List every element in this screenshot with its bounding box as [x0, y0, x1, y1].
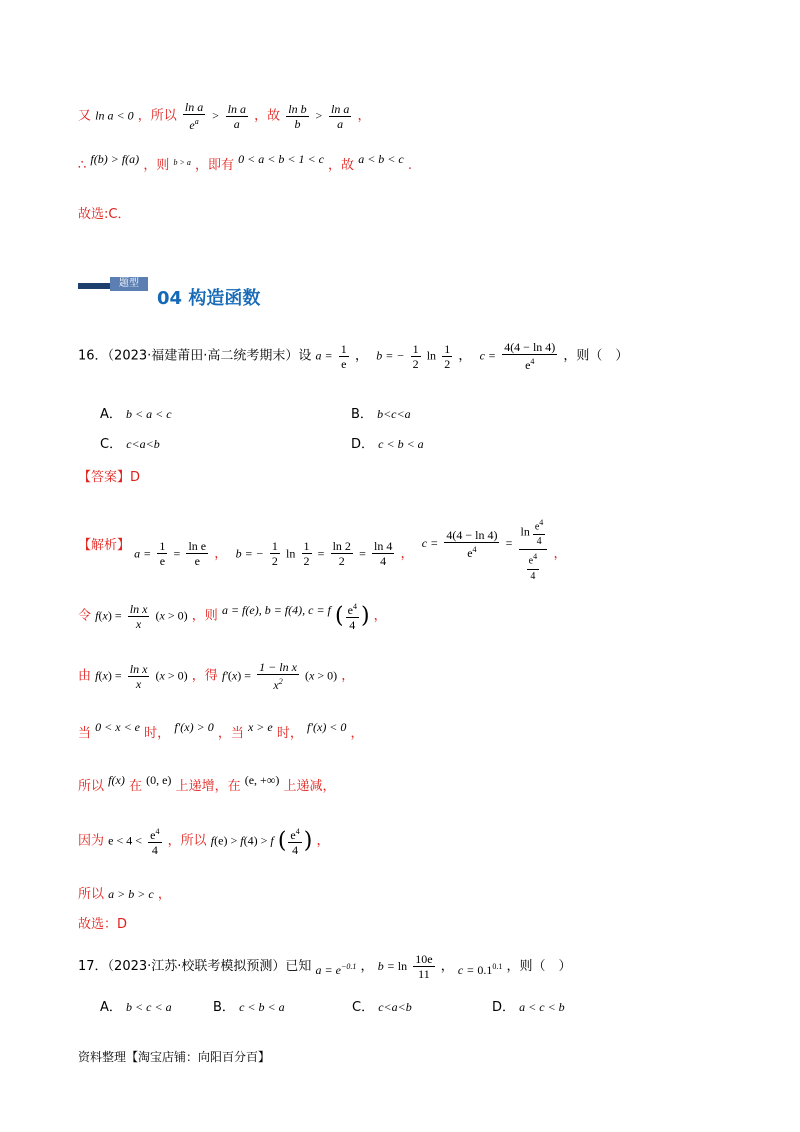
- banner-tag: 题型: [110, 277, 148, 291]
- math-ln-a-lt-0: ln a < 0: [95, 108, 134, 123]
- text-gu-2: ，故: [328, 158, 355, 173]
- analysis-ze: ，则: [191, 608, 218, 624]
- analysis-dang-2: ，当: [217, 726, 244, 741]
- analysis-de: ，得: [191, 668, 218, 684]
- frac-ln2-2: $\frac{\ln 2}{2}$: [332, 539, 351, 569]
- q16-option-c[interactable]: [100, 433, 160, 452]
- q17-option-c-label: C．: [352, 1000, 375, 1015]
- footer-text: 资料整理【淘宝店铺：向阳百分百】: [78, 1050, 271, 1064]
- frac-ln-e4-4-over: ln $\frac{e^4}{4}$ $\frac{e^4}{4}$: [519, 516, 548, 584]
- text-jiyou: ，即有: [195, 158, 235, 173]
- frac-1-2: $\frac{1}{2}$: [412, 341, 419, 371]
- analysis-line-3: 由 f(x) = $\frac{\text{ln x}}{x}$ (x > 0) ，得 f′(x) = $\frac{\text{1 − ln x}}{x^2}$ (x > 0) ，: [78, 660, 355, 692]
- frac-lna-a: $\frac{\text{ln a}}{a}$: [227, 101, 246, 131]
- q17-option-a[interactable]: [100, 996, 172, 1015]
- frac-lnx-x: $\frac{\text{ln x}}{x}$: [129, 601, 148, 631]
- q17-option-b-label: B．: [213, 1000, 235, 1015]
- analysis-line-6: 因为 e < 4 < $\frac{e^4}{4}$ ，所以 f(e) > f(4) > f ( $\frac{e^4}{4}$ ) ，: [78, 827, 330, 857]
- section-banner: [78, 277, 148, 291]
- analysis-line-1: 【解析】 a = $\frac{1}{e}$ = $\frac{\text{ln e}}{e}$ ， b = − $\frac{1}{2}$ ln $\frac{1}{2}$ = $\frac{\ln 2}{2}$ = $\frac{\ln 4}{4}$ ， c = $\frac{4(4 - \ln 4)}{e^4}$ = ln $\frac{e^4}{4}$ $\frac{e^4}{4}$ ，: [78, 518, 567, 582]
- analysis-comma-7: ，: [157, 887, 171, 902]
- text-suoyi: ，所以: [137, 108, 177, 124]
- analysis-yinwei: 因为: [78, 833, 105, 849]
- q17-sep-1: ，: [360, 959, 374, 974]
- q17-option-d[interactable]: [492, 996, 565, 1015]
- q17-option-c[interactable]: [352, 996, 412, 1015]
- answer-label: 【答案】D: [78, 470, 141, 485]
- analysis-choice-d: 故选：D: [78, 917, 128, 932]
- q16-option-c-text: c<a<b: [126, 437, 160, 451]
- analysis-suoyi-2: ，所以: [167, 833, 207, 849]
- therefore-symbol: ∴: [78, 158, 87, 173]
- frac-c-def: $\frac{4(4 - \ln 4)}{e^4}$: [504, 340, 556, 372]
- analysis-sep-2: ，: [400, 546, 414, 562]
- analysis-shi-2: 时，: [276, 726, 303, 741]
- analysis-line-2: 令 f(x) = $\frac{\text{ln x}}{x}$ (x > 0) ，则 a = f(e), b = f(4), c = f ( $\frac{e^4}{4}$ ) ，: [78, 601, 387, 632]
- analysis-suoyi-3: 所以: [78, 887, 105, 902]
- analysis-label: 【解析】: [78, 538, 131, 554]
- analysis-comma-3: ，: [341, 668, 355, 684]
- frac-lne-e: $\frac{\text{ln e}}{e}$: [188, 539, 207, 569]
- q16-option-d-text: c < b < a: [378, 437, 424, 451]
- analysis-comma-2: ，: [373, 608, 387, 624]
- q17-suffix: ，则（ ）: [506, 959, 572, 974]
- analysis-dijian: 上递减，: [283, 779, 336, 794]
- q16-option-c-label: C．: [100, 437, 123, 452]
- analysis-dizeng: 上递增，在: [175, 779, 241, 794]
- q16-option-a-label: A．: [100, 407, 122, 422]
- q16-option-a[interactable]: [100, 403, 172, 422]
- frac-e4-4: $\frac{e^4}{4}$: [347, 602, 357, 632]
- analysis-line-4: 当 0 < x < e 时， f′(x) > 0 ，当 x > e 时， f′(x) < 0 ，: [78, 720, 364, 741]
- frac-derivative: $\frac{\text{1 − ln x}}{x^2}$: [259, 660, 297, 692]
- analysis-ling: 令: [78, 608, 92, 624]
- analysis-dang: 当: [78, 726, 92, 741]
- q16-option-a-text: b < a < c: [126, 407, 172, 421]
- q16-option-d-label: D．: [351, 437, 375, 452]
- section-title: 04 构造函数: [157, 288, 261, 309]
- q17-option-a-label: A．: [100, 1000, 122, 1015]
- analysis-you: 由: [78, 668, 92, 684]
- text-ze: ，则: [143, 158, 170, 173]
- math-a-lt-b-lt-c: a < b < c: [358, 152, 404, 166]
- q16-prefix: 16．（2023·福建莆田·高二统考期末）设: [78, 348, 312, 364]
- q17-option-b[interactable]: [213, 996, 285, 1015]
- question-16: 16．（2023·福建莆田·高二统考期末）设 a = $\frac{1}{e}$ ， b = − $\frac{1}{2}$ ln $\frac{1}{2}$ ， c = $\frac{4(4 - \ln 4)}{e^4}$ ，则（ ）: [78, 340, 629, 372]
- text-period: .: [407, 158, 412, 173]
- q16-option-b[interactable]: [351, 403, 411, 422]
- frac-1-e-2: $\frac{1}{e}$: [159, 539, 166, 569]
- q16-option-b-label: B．: [351, 407, 373, 422]
- frac-lna-a-2: $\frac{\text{ln a}}{a}$: [331, 101, 350, 131]
- analysis-comma-4: ，: [350, 726, 364, 741]
- analysis-comma-6: ，: [316, 833, 330, 849]
- q17-option-c-text: c<a<b: [378, 1000, 412, 1014]
- text-gu: ，故: [254, 108, 281, 124]
- q16-sep-2: ，: [458, 348, 472, 364]
- q17-sep-2: ，: [440, 959, 454, 974]
- frac-1-2-b: $\frac{1}{2}$: [444, 341, 451, 371]
- solution-line-1: 又 ln a < 0 ，所以 $\frac{\text{ln a}}{e^a}$ > $\frac{\text{ln a}}{a}$ ，故 $\frac{\text{ln b}}{b}$ > $\frac{\text{ln a}}{a}$ ，: [78, 100, 371, 132]
- text-comma: ，: [357, 108, 371, 124]
- solution-line-2: [78, 154, 412, 173]
- analysis-zai: 在: [128, 779, 142, 794]
- q17-prefix: 17．（2023·江苏·校联考模拟预测）已知: [78, 959, 312, 974]
- analysis-line-7: 所以 a > b > c ，: [78, 887, 171, 902]
- analysis-suoyi: 所以: [78, 779, 105, 794]
- frac-lnb-b: $\frac{\text{ln b}}{b}$: [288, 101, 307, 131]
- q17-option-a-text: b < c < a: [126, 1000, 172, 1014]
- analysis-sep-1: ，: [214, 546, 228, 562]
- question-17: 17．（2023·江苏·校联考模拟预测）已知 $a = e^{-0.1}$ ， b = ln $\frac{10e}{11}$ ， $c = 0.1^{0.1}$ ，则（ ）: [78, 952, 572, 981]
- math-chain: 0 < a < b < 1 < c: [238, 152, 324, 166]
- math-fb-gt-fa: f(b) > f(a): [90, 152, 140, 166]
- q16-option-b-text: b<c<a: [377, 407, 411, 421]
- q16-option-d[interactable]: [351, 433, 424, 452]
- frac-1-e: $\frac{1}{e}$: [340, 341, 347, 371]
- math-b-gt-a: b > a: [173, 158, 191, 167]
- text-you: 又: [78, 108, 92, 124]
- q17-option-d-label: D．: [492, 1000, 516, 1015]
- frac-lna-ea: $\frac{\text{ln a}}{e^a}$: [184, 100, 204, 132]
- q17-option-d-text: a < c < b: [519, 1000, 565, 1014]
- solution-choice-c: 故选:C．: [78, 207, 131, 222]
- q16-sep-1: ，: [354, 348, 368, 364]
- q16-suffix: ，则（ ）: [563, 348, 629, 364]
- analysis-line-5: 所以 f(x) 在 (0, e) 上递增，在 (e, +∞) 上递减，: [78, 773, 336, 794]
- frac-ln4-4: $\frac{\ln 4}{4}$: [374, 539, 393, 569]
- q17-option-b-text: c < b < a: [239, 1000, 285, 1014]
- analysis-shi: 时，: [144, 726, 171, 741]
- frac-10e-11: $\frac{10e}{11}$: [415, 952, 433, 981]
